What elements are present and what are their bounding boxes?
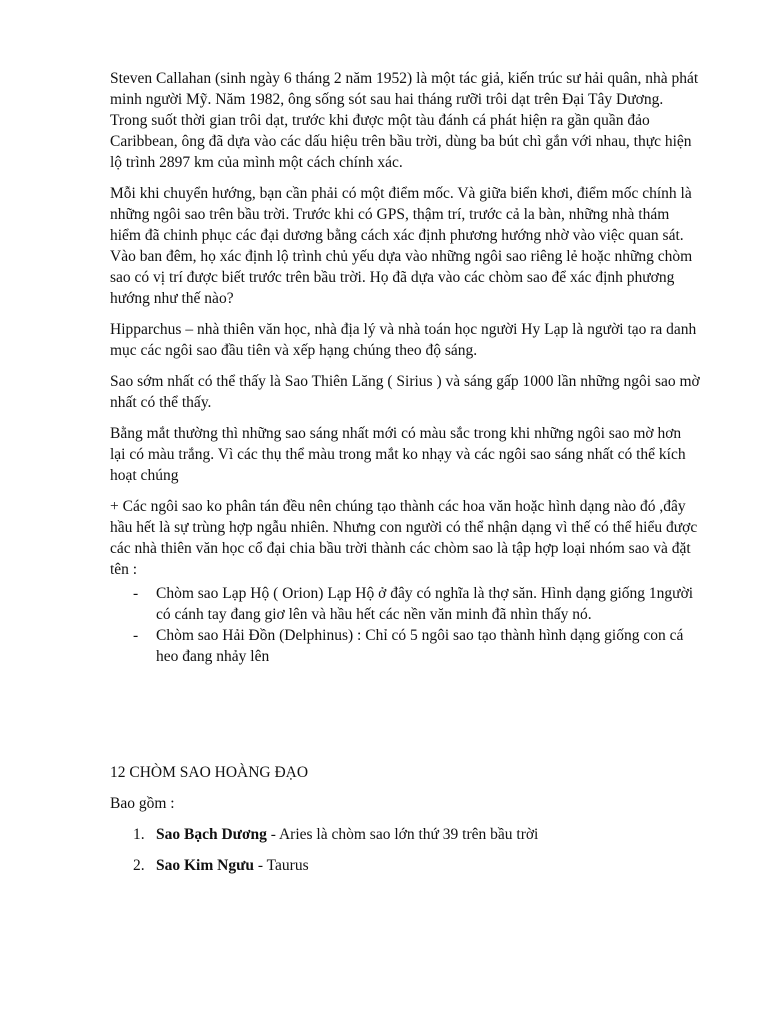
list-number: 1. [133, 826, 145, 843]
paragraph-sirius: Sao sớm nhất có thể thấy là Sao Thiên Lăng ( Sirius ) và sáng gấp 1000 lần những ngôi sao mờ nhất có thể thấy. [110, 373, 700, 411]
paragraph-star-colors: Bằng mắt thường thì những sao sáng nhất mới có màu sắc trong khi những ngôi sao mờ hơn lại có màu trắng. Vì các thụ thể màu trong mắt ko nhạy và các ngôi sao sáng nhất có thể kích hoạt chúng [110, 425, 686, 484]
list-item-orion: - Chòm sao Lạp Hộ ( Orion) Lạp Hộ ở đây có nghĩa là thợ săn. Hình dạng giống 1người có cánh tay đang giơ lên và hầu hết các nền văn minh đã nhìn thấy nó. [133, 583, 700, 625]
zodiac-name: Sao Kim Ngưu [156, 857, 255, 874]
zodiac-description: - Taurus [254, 857, 309, 874]
section-intro: Bao gồm : [110, 795, 175, 812]
section-heading: 12 CHÒM SAO HOÀNG ĐẠO [110, 764, 309, 781]
paragraph-navigation: Mỗi khi chuyển hướng, bạn cần phải có một điểm mốc. Và giữa biển khơi, điểm mốc chính là những ngôi sao trên bầu trời. Trước khi có GPS, thậm trí, trước cả la bàn, những nhà thám hiểm đã chinh phục các đại dương bằng cách xác định phương hướng nhờ vào việc quan sát. Vào ban đêm, họ xác định lộ trình chủ yếu dựa vào những ngôi sao riêng lẻ hoặc những chòm sao có vị trí được biết trước trên bầu trời. Họ đã dựa vào các chòm sao để xác định phương hướng như thế nào? [110, 185, 693, 307]
paragraph-hipparchus: Hipparchus – nhà thiên văn học, nhà địa lý và nhà toán học người Hy Lạp là người tạo ra danh mục các ngôi sao đầu tiên và xếp hạng chúng theo độ sáng. [110, 321, 697, 359]
document-body [110, 68, 700, 886]
zodiac-list [110, 824, 700, 876]
paragraph-constellations: + Các ngôi sao ko phân tán đều nên chúng tạo thành các hoa văn hoặc hình dạng nào đó ,đây hầu hết là sự trùng hợp ngẫu nhiên. Nhưng con người có thể nhận dạng vì thế có thể hiểu được các nhà thiên văn học cổ đại chia bầu trời thành các chòm sao là tập hợp loại nhóm sao và đặt tên : [110, 498, 698, 578]
list-item-delphinus: - Chòm sao Hải Đồn (Delphinus) : Chỉ có 5 ngôi sao tạo thành hình dạng giống con cá heo đang nhảy lên [133, 625, 700, 667]
constellation-list [110, 583, 700, 667]
list-number: 2. [133, 857, 145, 874]
zodiac-name: Sao Bạch Dương [156, 826, 267, 843]
paragraph-callahan: Steven Callahan (sinh ngày 6 tháng 2 năm 1952) là một tác giả, kiến trúc sư hải quân, nhà phát minh người Mỹ. Năm 1982, ông sống sót sau hai tháng rưỡi trôi dạt trên Đại Tây Dương. Trong suốt thời gian trôi dạt, trước khi được một tàu đánh cá phát hiện ra gần quần đảo Caribbean, ông đã dựa vào các dấu hiệu trên bầu trời, dùng ba bút chì gắn với nhau, thực hiện lộ trình 2897 km của mình một cách chính xác. [110, 70, 699, 171]
blank-space [110, 667, 700, 762]
zodiac-item-taurus [133, 855, 700, 876]
zodiac-item-aries [133, 824, 700, 845]
zodiac-description: - Aries là chòm sao lớn thứ 39 trên bầu trời [266, 826, 539, 843]
